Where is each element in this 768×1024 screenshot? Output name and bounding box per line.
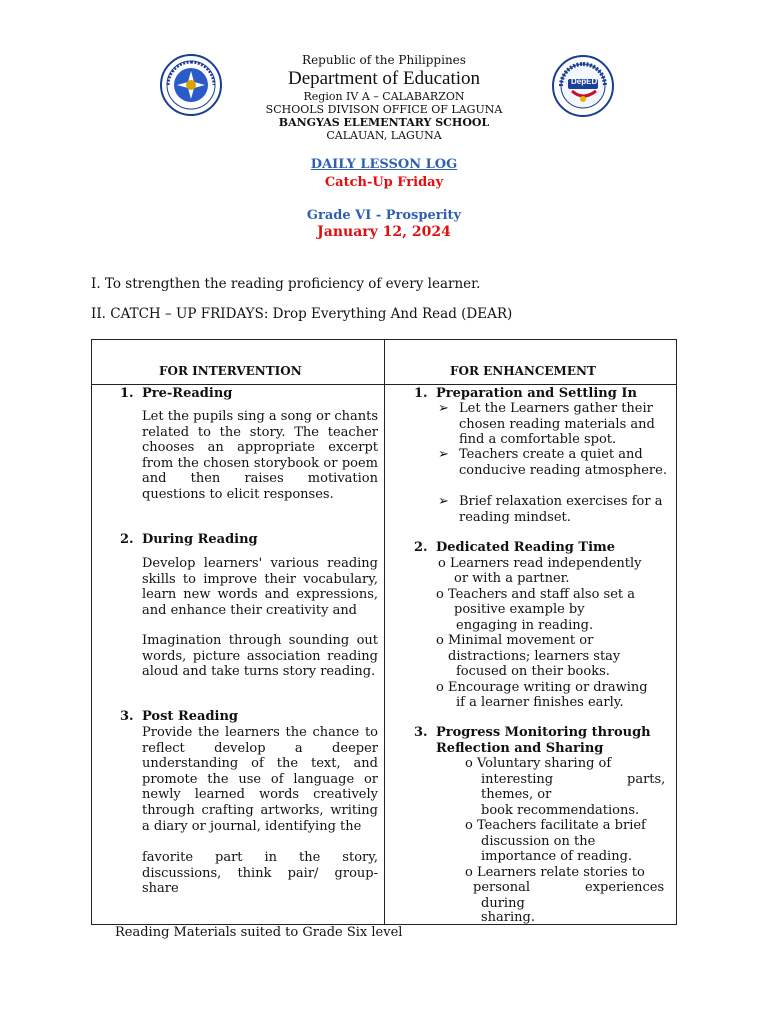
enhancement-step-3-line: personal <box>473 880 531 895</box>
intervention-step-1-body: Let the pupils sing a song or chants related to the story. The teacher chooses an appropriate excerpt from the chosen storybook or poem and then raises motivation questions to elicit responses. <box>142 409 378 502</box>
footer-note: Reading Materials suited to Grade Six level <box>115 925 403 940</box>
enhancement-step-2-line: o Learners read independently <box>438 556 642 571</box>
col-enhancement-header: FOR ENHANCEMENT <box>450 364 596 378</box>
header-divider <box>92 384 676 385</box>
enhancement-step-2-line: o Minimal movement or <box>436 633 594 648</box>
division-header: SCHOOLS DIVISON OFFICE OF LAGUNA <box>265 103 503 116</box>
enhancement-step-3-line: experiences <box>585 880 665 895</box>
objective-two: II. CATCH – UP FRIDAYS: Drop Everything And Read (DEAR) <box>91 306 513 322</box>
enhancement-step-3-number: 3. <box>414 725 428 740</box>
region-header: Region IV A – CALABARZON <box>303 90 465 103</box>
enhancement-step-3-line: book recommendations. <box>481 803 640 818</box>
intervention-step-3-body-b: favorite part in the story, discussions, think pair/ group-share <box>142 850 378 897</box>
enhancement-step-2-number: 2. <box>414 540 428 555</box>
republic-header: Republic of the Philippines <box>302 53 466 67</box>
enhancement-step-3-line: parts, <box>627 772 666 787</box>
enhancement-step-2-line: distractions; learners stay <box>448 649 621 664</box>
enhancement-step-3-line: o Voluntary sharing of <box>465 756 612 771</box>
lesson-table <box>91 339 677 925</box>
lesson-log-title: DAILY LESSON LOG <box>310 157 458 172</box>
enhancement-step-3-line: o Learners relate stories to <box>465 865 645 880</box>
intervention-step-2-body-b: Imagination through sounding out words, picture association reading aloud and take turns story reading. <box>142 633 378 680</box>
enhancement-step-3-title: Reflection and Sharing <box>436 741 604 756</box>
intervention-step-2-title: During Reading <box>142 532 258 547</box>
enhancement-step-2-line: engaging in reading. <box>456 618 594 633</box>
intervention-step-2-body-a: Develop learners' various reading skills to improve their vocabulary, learn new words and expressions, and enhance their creativity and <box>142 556 378 618</box>
school-logo-badge: DepED <box>571 77 598 86</box>
arrow-bullet-icon: ➢ <box>438 494 449 509</box>
intervention-step-3-title: Post Reading <box>142 709 239 724</box>
enhancement-step-2-line: o Encourage writing or drawing <box>436 680 648 695</box>
event-title: Catch-Up Friday <box>324 175 444 190</box>
enhancement-step-2-line: o Teachers and staff also set a <box>436 587 636 602</box>
col-intervention-header: FOR INTERVENTION <box>159 364 302 378</box>
enhancement-step-1-number: 1. <box>414 386 428 401</box>
arrow-bullet-icon: ➢ <box>438 447 449 462</box>
enhancement-step-3-line: sharing. <box>481 910 535 925</box>
intervention-step-1-title: Pre-Reading <box>142 386 233 401</box>
school-location: CALAUAN, LAGUNA <box>326 129 442 142</box>
enhancement-step-2-line: positive example by <box>454 602 585 617</box>
enhancement-step-1-title: Preparation and Settling In <box>436 386 637 401</box>
enhancement-step-3-line: during <box>481 896 525 911</box>
arrow-bullet-icon: ➢ <box>438 401 449 416</box>
enhancement-step-2-line: focused on their books. <box>456 664 610 679</box>
enhancement-step-2-title: Dedicated Reading Time <box>436 540 616 555</box>
objective-one: I. To strengthen the reading proficiency of every learner. <box>91 276 481 292</box>
intervention-step-2-number: 2. <box>120 532 134 547</box>
enhancement-step-3-line: discussion on the <box>481 834 596 849</box>
intervention-step-1-number: 1. <box>120 386 134 401</box>
enhancement-step-3-title: Progress Monitoring through <box>436 725 651 740</box>
enhancement-step-2-line: or with a partner. <box>454 571 570 586</box>
intervention-step-3-number: 3. <box>120 709 134 724</box>
school-name: BANGYAS ELEMENTARY SCHOOL <box>278 116 490 129</box>
enhancement-step-1-item: Teachers create a quiet and conducive reading atmosphere. <box>459 447 667 478</box>
grade-section: Grade VI - Prosperity <box>306 208 462 223</box>
enhancement-step-1-item: Let the Learners gather their chosen reading materials and find a comfortable spot. <box>459 401 655 448</box>
enhancement-step-3-line: themes, or <box>481 787 552 802</box>
enhancement-step-1-item: Brief relaxation exercises for a reading mindset. <box>459 494 663 525</box>
enhancement-step-2-line: if a learner finishes early. <box>456 695 624 710</box>
enhancement-step-3-line: interesting <box>481 772 554 787</box>
enhancement-step-3-line: o Teachers facilitate a brief <box>465 818 646 833</box>
enhancement-step-3-line: importance of reading. <box>481 849 633 864</box>
department-title: Department of Education <box>287 68 481 89</box>
intervention-step-3-body-a: Provide the learners the chance to reflect develop a deeper understanding of the text, and promote the use of language or newly learned words creatively through crafting artworks, writing a diary or journal, identifying the <box>142 725 378 834</box>
column-divider <box>384 340 385 924</box>
lesson-date: January 12, 2024 <box>317 224 451 240</box>
